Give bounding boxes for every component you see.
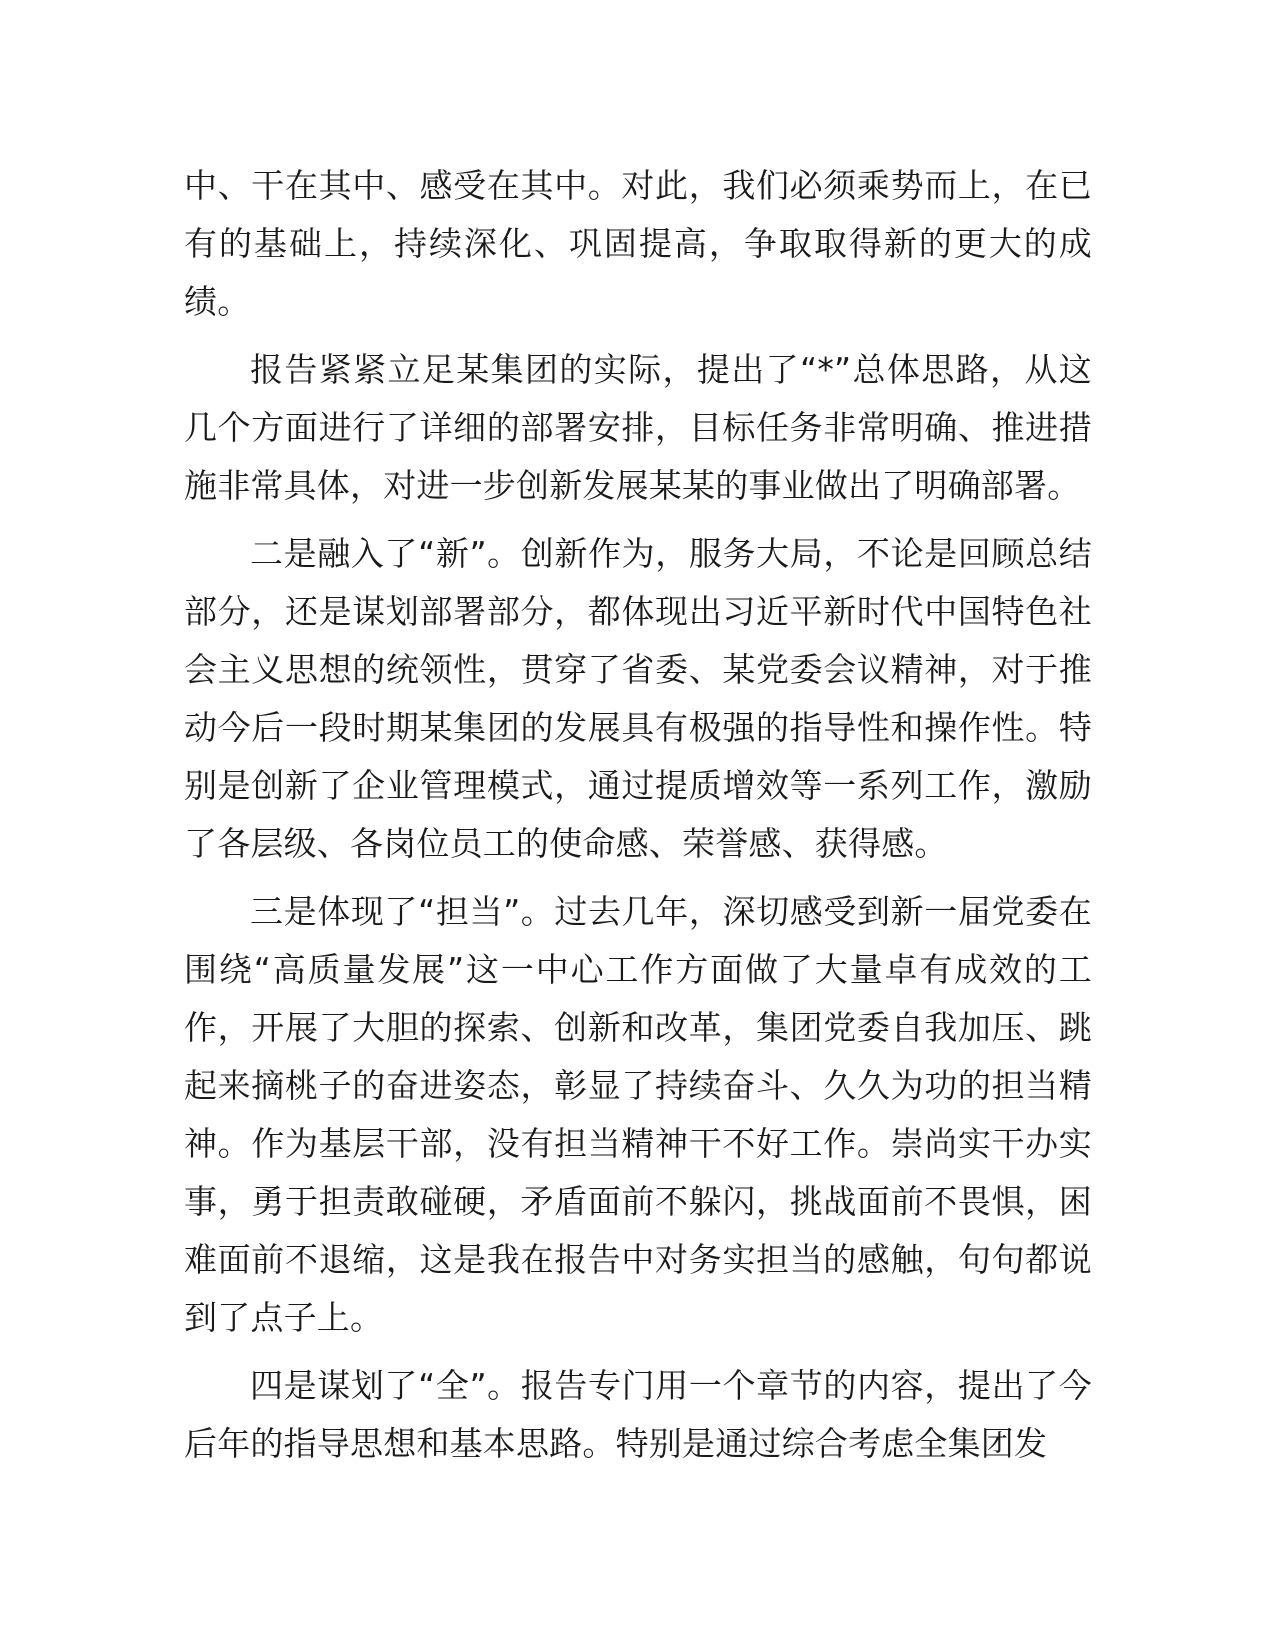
paragraph-continuation: 中、干在其中、感受在其中。对此，我们必须乘势而上，在已有的基础上，持续深化、巩固提高，争取取得新的更大的成绩。 [184, 166, 1092, 321]
paragraph-report-overview: 报告紧紧立足某集团的实际，提出了“*”总体思路，从这几个方面进行了详细的部署安排，目标任务非常明确、推进措施非常具体，对进一步创新发展某某的事业做出了明确部署。 [184, 350, 1092, 505]
document-body [184, 157, 1092, 1473]
paragraph-point-new: 二是融入了“新”。创新作为，服务大局，不论是回顾总结部分，还是谋划部署部分，都体现出习近平新时代中国特色社会主义思想的统领性，贯穿了省委、某党委会议精神，对于推动今后一段时期某集团的发展具有极强的指导性和操作性。特别是创新了企业管理模式，通过提质增效等一系列工作，激励了各层级、各岗位员工的使命感、荣誉感、获得感。 [184, 534, 1092, 863]
paragraph-point-comprehensive: 四是谋划了“全”。报告专门用一个章节的内容，提出了今后年的指导思想和基本思路。特别是通过综合考虑全集团发 [184, 1366, 1092, 1463]
paragraph-point-responsibility: 三是体现了“担当”。过去几年，深切感受到新一届党委在围绕“高质量发展”这一中心工作方面做了大量卓有成效的工作，开展了大胆的探索、创新和改革，集团党委自我加压、跳起来摘桃子的奋进姿态，彰显了持续奋斗、久久为功的担当精神。作为基层干部，没有担当精神干不好工作。崇尚实干办实事，勇于担责敢碰硬，矛盾面前不躲闪，挑战面前不畏惧，困难面前不退缩，这是我在报告中对务实担当的感触，句句都说到了点子上。 [184, 892, 1092, 1337]
